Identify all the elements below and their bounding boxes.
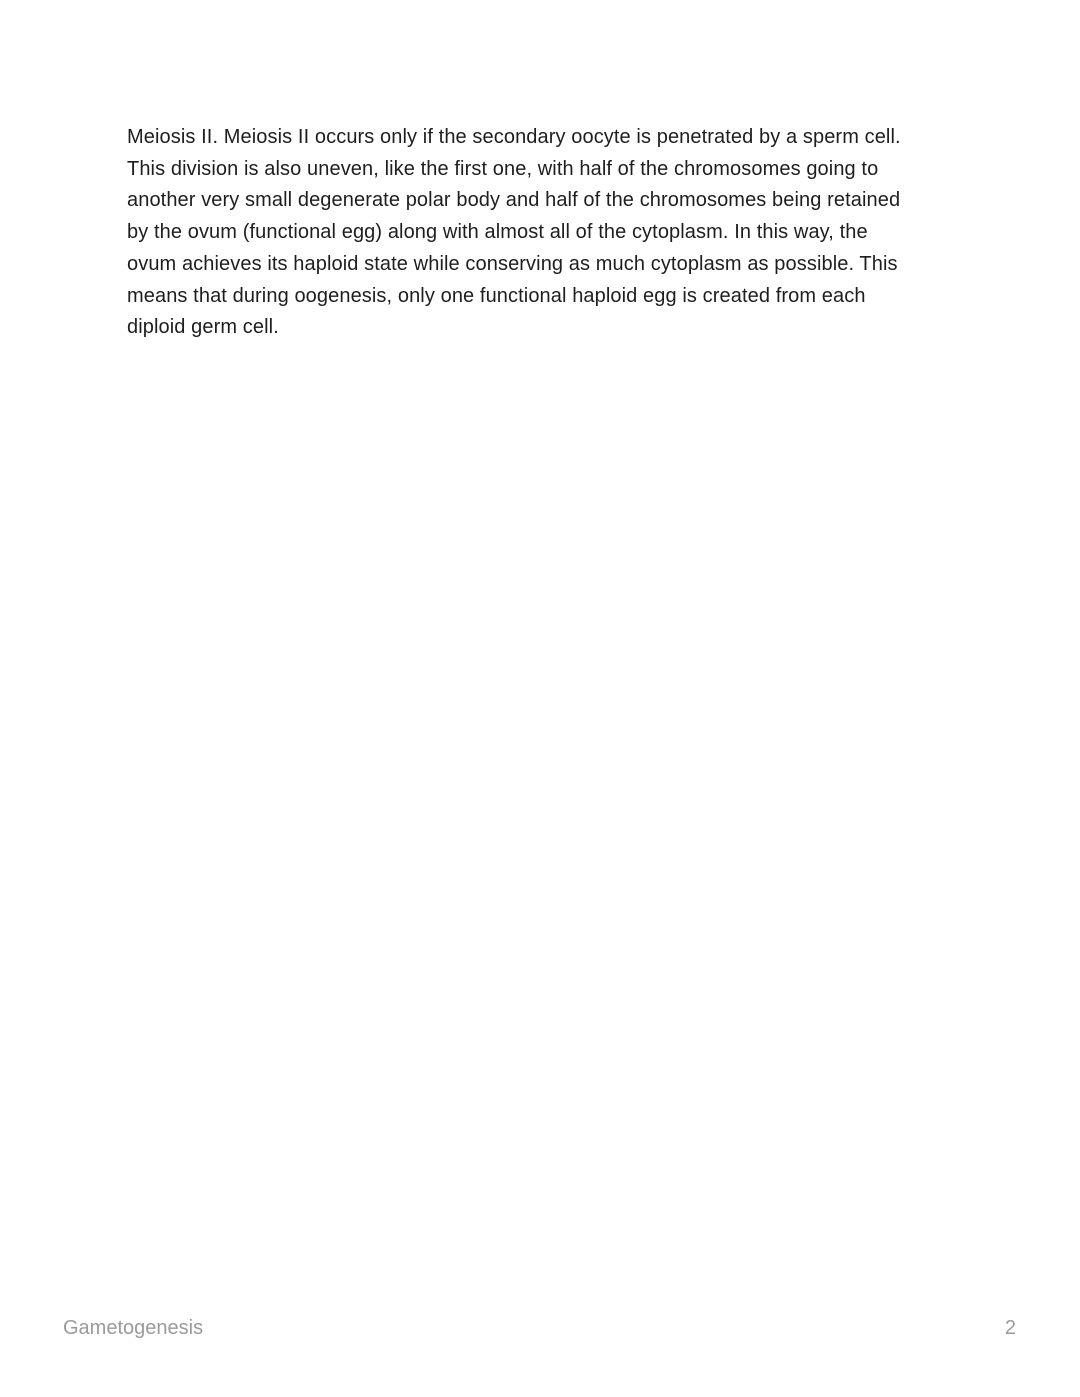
paragraph-line: diploid germ cell. — [127, 316, 279, 339]
paragraph-line: This division is also uneven, like the first one, with half of the chromosomes going to — [127, 157, 879, 180]
paragraph-line: means that during oogenesis, only one functional haploid egg is created from each — [127, 284, 866, 307]
footer-document-title: Gametogenesis — [63, 1317, 204, 1339]
paragraph-line: by the ovum (functional egg) along with almost all of the cytoplasm. In this way, the — [127, 221, 868, 244]
paragraph-meiosis-ii — [127, 122, 954, 344]
footer-page-number: 2 — [1004, 1317, 1016, 1339]
paragraph-line: Meiosis II. Meiosis II occurs only if the secondary oocyte is penetrated by a sperm cell. — [127, 126, 901, 148]
paragraph-line: ovum achieves its haploid state while conserving as much cytoplasm as possible. This — [127, 252, 898, 275]
paragraph-line: another very small degenerate polar body and half of the chromosomes being retained — [127, 189, 901, 212]
page-footer — [0, 1316, 1080, 1340]
